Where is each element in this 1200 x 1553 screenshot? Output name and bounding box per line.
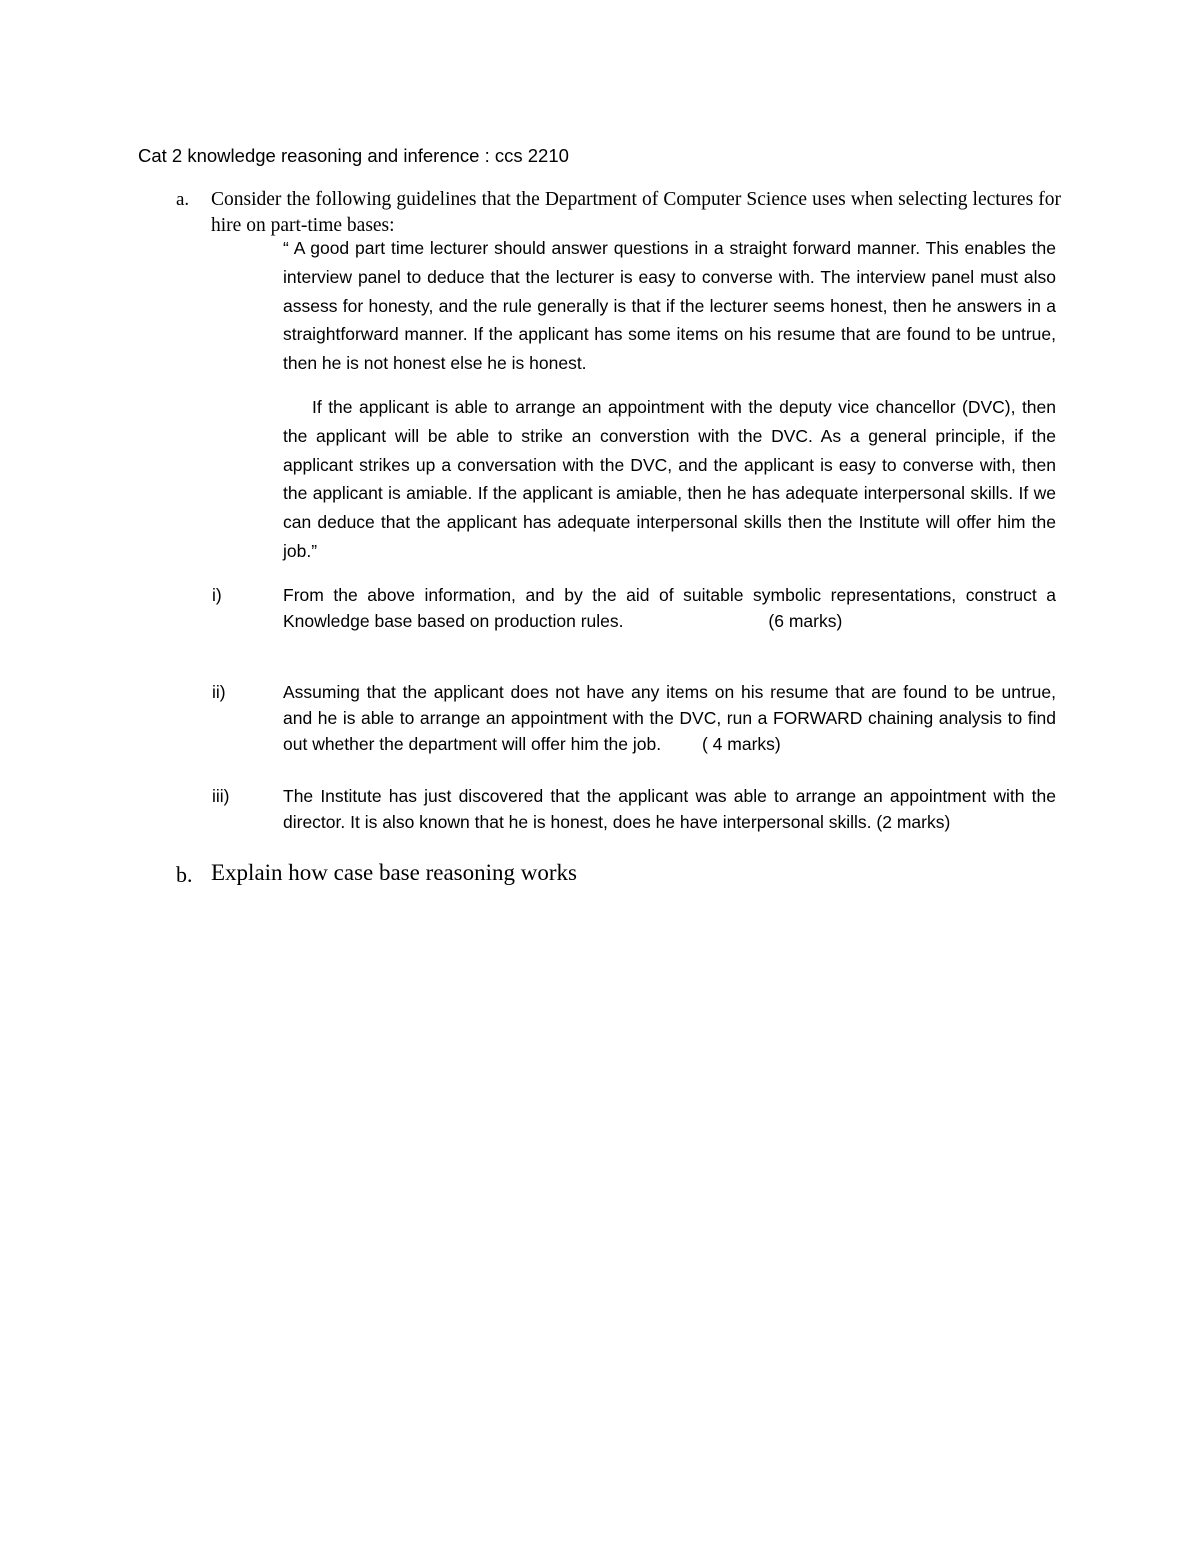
sub-question-body: From the above information, and by the aid of suitable symbolic representations, construct a Knowledge base based on production rules. (283, 585, 1056, 631)
sub-question-body: Assuming that the applicant does not have any items on his resume that are found to be untrue, and he is able to arrange an appointment with the DVC, run a FORWARD chaining analysis to find out whether the department will offer him the job. (283, 682, 1056, 754)
question-a-marker: a. (176, 189, 190, 210)
guidelines-quote-paragraph-1: “ A good part time lecturer should answer questions in a straight forward manner. This enables the interview panel to deduce that the lecturer is easy to converse with. The interview panel must also assess for honesty, and the rule generally is that if the lecturer seems honest, then he answers in a straightforward manner. If the applicant has some items on his resume that are found to be untrue, then he is not honest else he is honest. (283, 238, 1056, 374)
sub-question-marks: ( 4 marks) (701, 734, 781, 754)
question-a-intro: Consider the following guidelines that the Department of Computer Science uses when selecting lectures for hire on part-time bases: (211, 189, 1061, 236)
sub-question-marks: (6 marks) (768, 611, 843, 631)
sub-question-marker: i) (212, 585, 222, 605)
question-b-marker: b. (176, 862, 193, 887)
guidelines-quote-paragraph-2: If the applicant is able to arrange an appointment with the deputy vice chancellor (DVC), then the applicant will be able to strike an converstion with the DVC. As a general principle, if the applicant strikes up a conversation with the DVC, and the applicant is easy to converse with, then the applicant is amiable. If the applicant is amiable, then he has adequate interpersonal skills. If we can deduce that the applicant has adequate interpersonal skills then the Institute will offer him the job.” (283, 397, 1056, 561)
document-title: Cat 2 knowledge reasoning and inference : ccs 2210 (138, 145, 569, 166)
sub-question-text (283, 783, 1056, 835)
sub-question-marker: iii) (212, 786, 230, 806)
sub-question-text (283, 679, 1056, 757)
sub-question-marks: (2 marks) (876, 812, 951, 832)
sub-question-body: The Institute has just discovered that the applicant was able to arrange an appointment with the director. It is also known that he is honest, does he have interpersonal skills. (283, 786, 1056, 832)
sub-question-marker: ii) (212, 682, 226, 702)
sub-question-text (283, 582, 1056, 634)
question-b-text: Explain how case base reasoning works (211, 860, 577, 885)
